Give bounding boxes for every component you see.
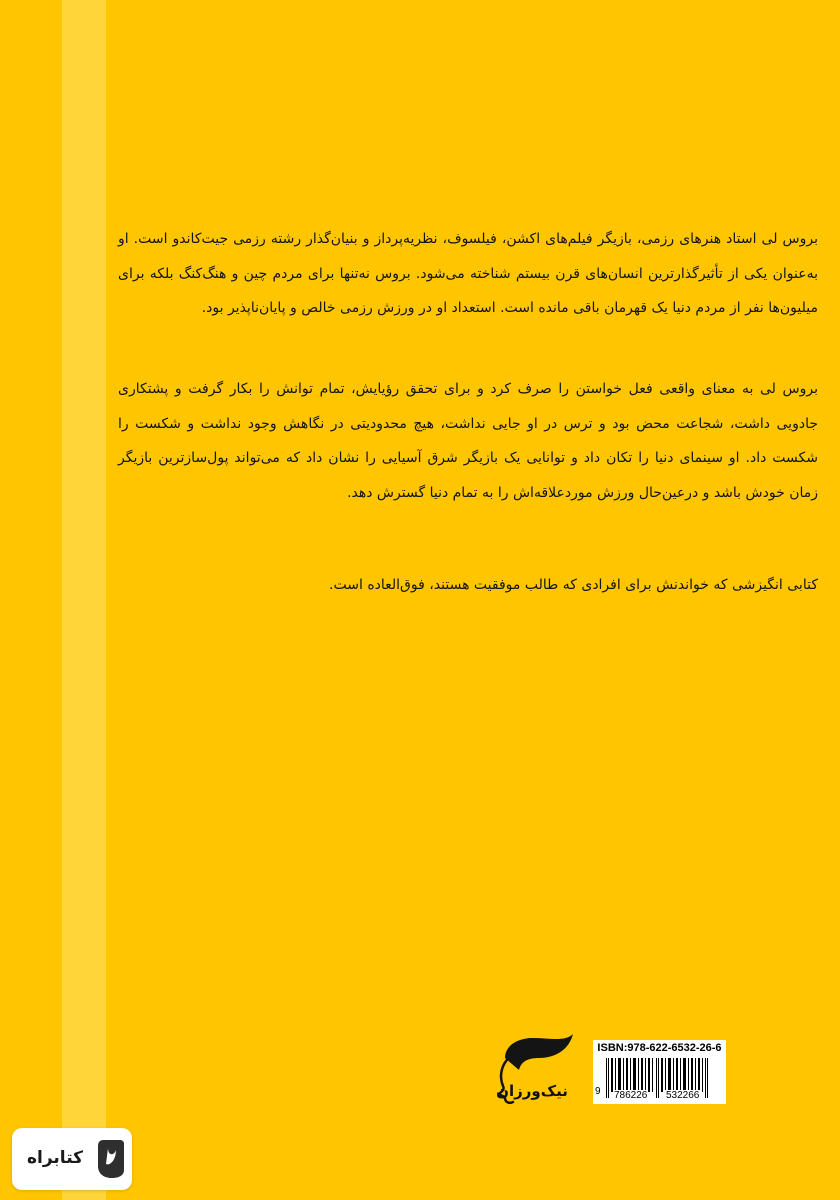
ketabrah-badge[interactable] <box>12 1128 132 1190</box>
isbn-barcode <box>593 1040 726 1104</box>
barcode-left-digits: 786226 <box>614 1090 648 1101</box>
description-paragraph-3: کتابی انگیزشی که خواندنش برای افرادی که طالب موفقیت هستند، فوق‌العاده است. <box>329 577 818 593</box>
isbn-number: ISBN:978-622-6532-26-6 <box>597 1042 722 1054</box>
ketabrah-bookmark-icon <box>94 1138 126 1180</box>
barcode-first-digit: 9 <box>595 1086 601 1097</box>
publisher-logo <box>487 1028 577 1114</box>
ketabrah-label: کتابراه <box>26 1148 84 1168</box>
description-paragraph-2: بروس لی به معنای واقعی فعل خواستن را صرف کرد و برای تحقق رؤیایش، تمام توانش را بکار گرفت و پشتکاری جادویی داشت، شجاعت محض بود و ترس در او جایی نداشت، هیچ محدودیتی در نگاهش وجود نداشت و شکست را شکست داد. او سینمای دنیا را تکان داد و توانایی یک بازیگر شرق آسیایی را نشان داد که می‌تواند پول‌سازترین بازیگر زمان خودش باشد و درعین‌حال ورزش موردعلاقه‌اش را به تمام دنیا گسترش دهد. <box>118 381 818 501</box>
publisher-head-icon <box>487 1028 577 1114</box>
description-paragraph-1: بروس لی استاد هنرهای رزمی، بازیگر فیلم‌های اکشن، فیلسوف، نظریه‌پرداز و بنیان‌گذار رشته رزمی جیت‌کاندو است. او به‌عنوان یکی از تأثیرگذارترین انسان‌های قرن بیستم شناخته می‌شود. بروس نه‌تنها برای مردم چین و هنگ‌کنگ بلکه برای میلیون‌ها نفر از مردم دنیا یک قهرمان باقی مانده است. استعداد او در ورزش رزمی خالص و پایان‌ناپذیر بود. <box>118 231 818 316</box>
barcode-right-digits: 532266 <box>666 1090 700 1101</box>
spine-stripe <box>62 0 106 1200</box>
publisher-name: نیک‌ورزان <box>496 1082 568 1100</box>
